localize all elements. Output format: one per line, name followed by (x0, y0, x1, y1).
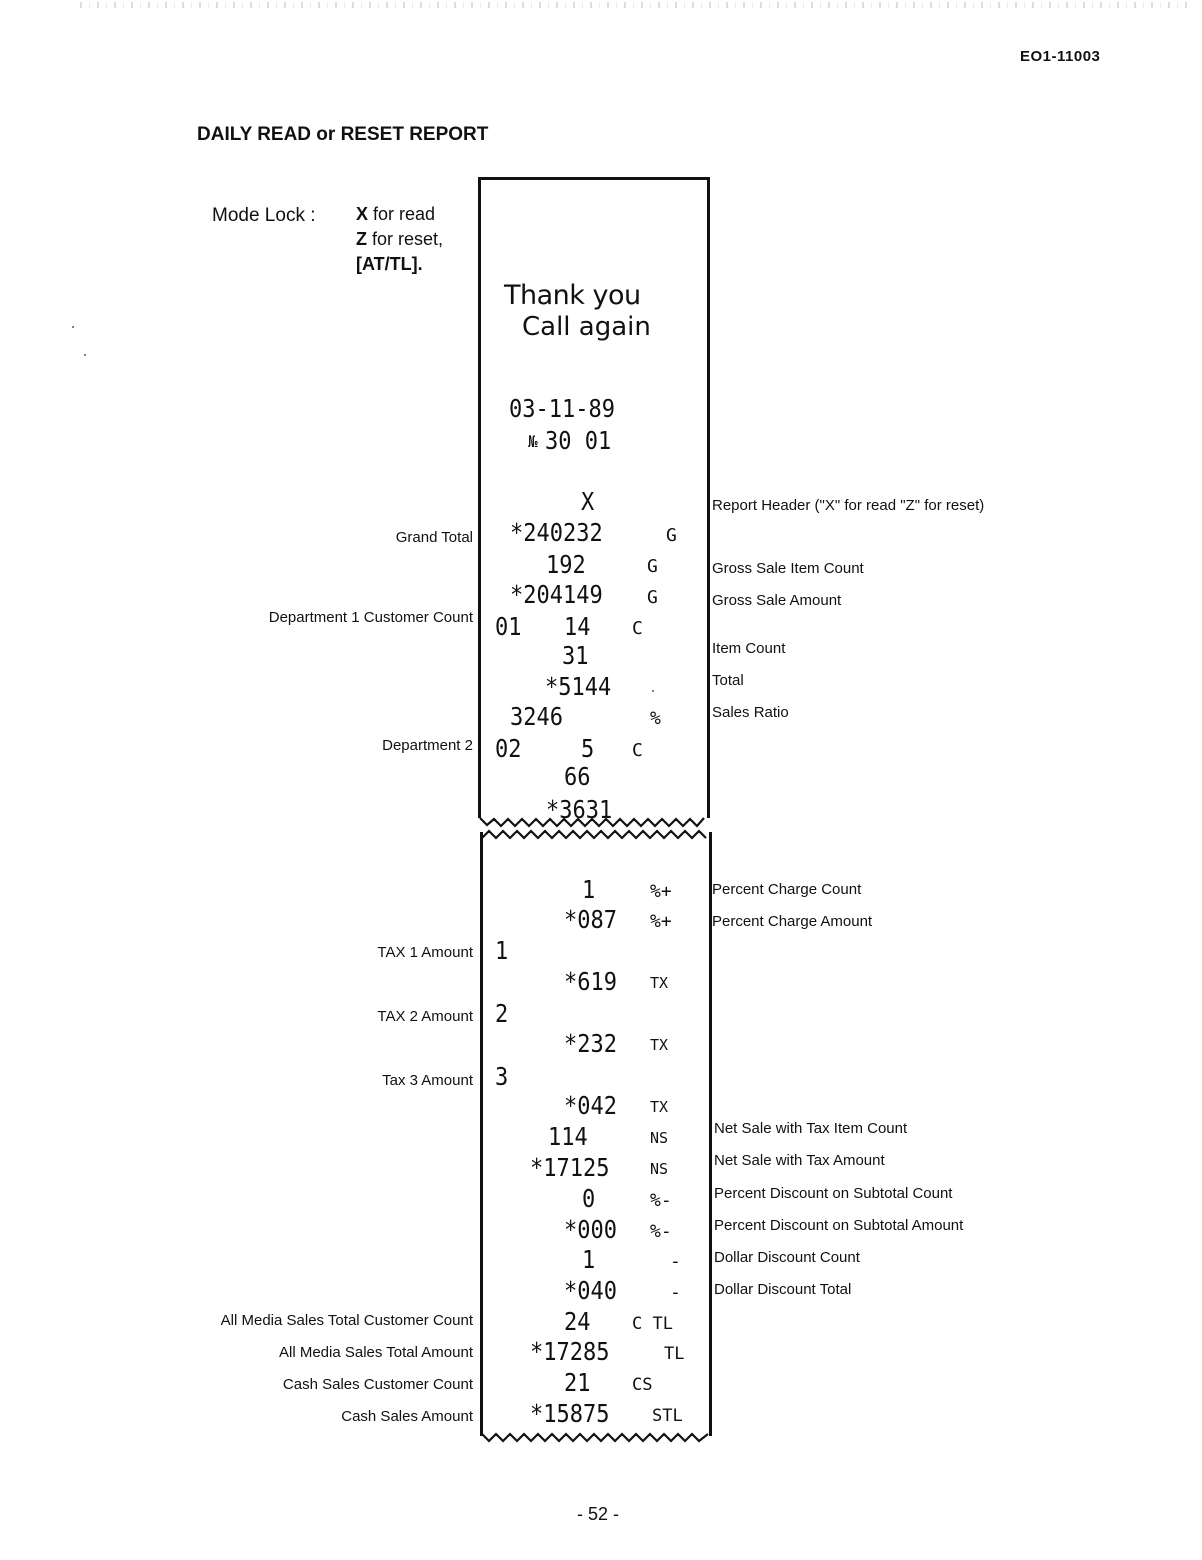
label-grand-total: Grand Total (395, 529, 473, 546)
label-cash-amount: Cash Sales Amount (341, 1408, 473, 1425)
receipt-tax1-amount: *619 (564, 968, 617, 997)
receipt-dept1-ratio: 3246 (510, 703, 563, 732)
receipt-dept1-customer-symbol: C (632, 618, 643, 639)
label-report-header: Report Header ("X" for read "Z" for reset) (712, 497, 985, 514)
label-total: Total (712, 672, 744, 689)
mode-lock-key: [AT/TL]. (356, 254, 423, 274)
mode-key-z: Z (356, 229, 367, 249)
receipt-dept2-total-partial: *3631 (546, 796, 613, 825)
receipt-tax2-number: 2 (495, 1000, 509, 1029)
label-dept1-customer-count: Department 1 Customer Count (268, 609, 473, 626)
receipt-all-media-amount: *17285 (530, 1338, 610, 1367)
mode-reset-text: for reset, (367, 229, 444, 249)
receipt-consecutive-number: 30 01 (545, 427, 612, 456)
receipt-net-tax-count: 114 (548, 1123, 588, 1152)
receipt-dept2-customer-symbol: C (632, 740, 643, 761)
receipt-dollar-disc-count-symbol: - (670, 1251, 681, 1272)
receipt-cash-count-symbol: CS (632, 1375, 653, 1395)
label-all-media-count: All Media Sales Total Customer Count (220, 1312, 473, 1329)
receipt-cut-clip (546, 796, 636, 825)
receipt-net-tax-count-symbol: NS (650, 1129, 669, 1147)
receipt-dollar-disc-count: 1 (582, 1246, 596, 1275)
receipt-cash-count: 21 (564, 1369, 591, 1398)
receipt-greeting-1: Thank you (504, 280, 641, 311)
receipt-pct-disc-count: 0 (582, 1185, 596, 1214)
label-pct-charge-count: Percent Charge Count (712, 881, 862, 898)
mode-lock-reset (356, 229, 443, 250)
receipt-pct-charge-count: 1 (582, 876, 596, 905)
receipt-dollar-disc-total-symbol: - (670, 1282, 681, 1303)
receipt-greeting-2: Call again (522, 312, 651, 342)
scan-speck (72, 326, 74, 328)
receipt-tax1-number: 1 (495, 937, 509, 966)
receipt-tax3-amount: *042 (564, 1092, 617, 1121)
label-item-count: Item Count (712, 640, 786, 657)
label-sales-ratio: Sales Ratio (712, 704, 789, 721)
page-number: - 52 - (577, 1504, 620, 1524)
receipt-tax1-symbol: TX (650, 974, 669, 992)
receipt-cash-amount-symbol: STL (652, 1406, 683, 1426)
mode-key-x: X (356, 204, 369, 224)
receipt-all-media-count: 24 (564, 1308, 591, 1337)
receipt-dept2-customer-count: 5 (581, 735, 595, 764)
scan-noise (80, 2, 1190, 8)
receipt-gross-sale-amount-symbol: G (647, 587, 658, 608)
consecutive-symbol: № (528, 432, 538, 451)
receipt-dept1-customer-count: 14 (564, 613, 591, 642)
receipt-bottom-tear-icon (478, 1428, 712, 1450)
page-title: DAILY READ or RESET REPORT (197, 124, 489, 145)
receipt-pct-disc-amount-symbol: %- (650, 1221, 672, 1242)
label-pct-disc-amount: Percent Discount on Subtotal Amount (714, 1217, 964, 1234)
mode-lock-label: Mode Lock : (212, 205, 316, 226)
receipt-pct-charge-count-symbol: %+ (650, 881, 672, 902)
label-dept2: Department 2 (382, 737, 473, 754)
receipt-tax3-symbol: TX (650, 1098, 669, 1116)
label-net-tax-count: Net Sale with Tax Item Count (714, 1120, 908, 1137)
receipt-report-header: X (581, 488, 595, 517)
receipt-grand-total: *240232 (510, 519, 603, 548)
label-all-media-amount: All Media Sales Total Amount (279, 1344, 473, 1361)
label-dollar-disc-total: Dollar Discount Total (714, 1281, 852, 1298)
label-cash-count: Cash Sales Customer Count (282, 1376, 473, 1393)
receipt-tax2-symbol: TX (650, 1036, 669, 1054)
mode-lock-read (356, 204, 435, 225)
receipt-gross-sale-amount: *204149 (510, 581, 603, 610)
label-gross-sale-amount: Gross Sale Amount (712, 592, 842, 609)
label-pct-charge-amount: Percent Charge Amount (712, 913, 873, 930)
receipt-net-tax-amount-symbol: NS (650, 1160, 669, 1178)
receipt-dept1-total: *5144 (545, 673, 612, 702)
receipt-date: 03-11-89 (509, 395, 615, 424)
receipt-gross-sale-count-symbol: G (647, 556, 658, 577)
receipt-dept1-item-count: 31 (562, 642, 589, 671)
receipt-pct-charge-amount-symbol: %+ (650, 911, 672, 932)
receipt-dollar-disc-total: *040 (564, 1277, 617, 1306)
mode-read-text: for read (368, 204, 436, 224)
label-dollar-disc-count: Dollar Discount Count (714, 1249, 860, 1266)
receipt-tax3-number: 3 (495, 1063, 509, 1092)
receipt-tax2-amount: *232 (564, 1030, 617, 1059)
receipt-pct-disc-amount: *000 (564, 1216, 617, 1245)
receipt-gross-sale-count: 192 (546, 551, 586, 580)
receipt-dept1-ratio-symbol: % (650, 708, 661, 729)
receipt-dept2-item-count: 66 (564, 763, 591, 792)
receipt-cash-amount: *15875 (530, 1400, 610, 1429)
receipt-pct-charge-amount: *087 (564, 906, 617, 935)
document-number: EO1-11003 (1020, 48, 1101, 65)
receipt-grand-total-symbol: G (666, 525, 677, 546)
label-pct-disc-count: Percent Discount on Subtotal Count (714, 1185, 953, 1202)
receipt-all-media-amount-symbol: TL (664, 1344, 685, 1364)
label-tax1-amount: TAX 1 Amount (377, 944, 473, 961)
receipt-net-tax-amount: *17125 (530, 1154, 610, 1183)
label-tax3-amount: Tax 3 Amount (382, 1072, 473, 1089)
receipt-all-media-count-symbol: C TL (632, 1314, 673, 1334)
receipt-dept2-code: 02 (495, 735, 522, 764)
scan-speck (652, 690, 654, 692)
label-gross-sale-count: Gross Sale Item Count (712, 560, 864, 577)
receipt-pct-disc-count-symbol: %- (650, 1190, 672, 1211)
label-tax2-amount: TAX 2 Amount (377, 1008, 473, 1025)
label-net-tax-amount: Net Sale with Tax Amount (714, 1152, 885, 1169)
receipt-dept1-code: 01 (495, 613, 522, 642)
scan-speck (84, 354, 86, 356)
